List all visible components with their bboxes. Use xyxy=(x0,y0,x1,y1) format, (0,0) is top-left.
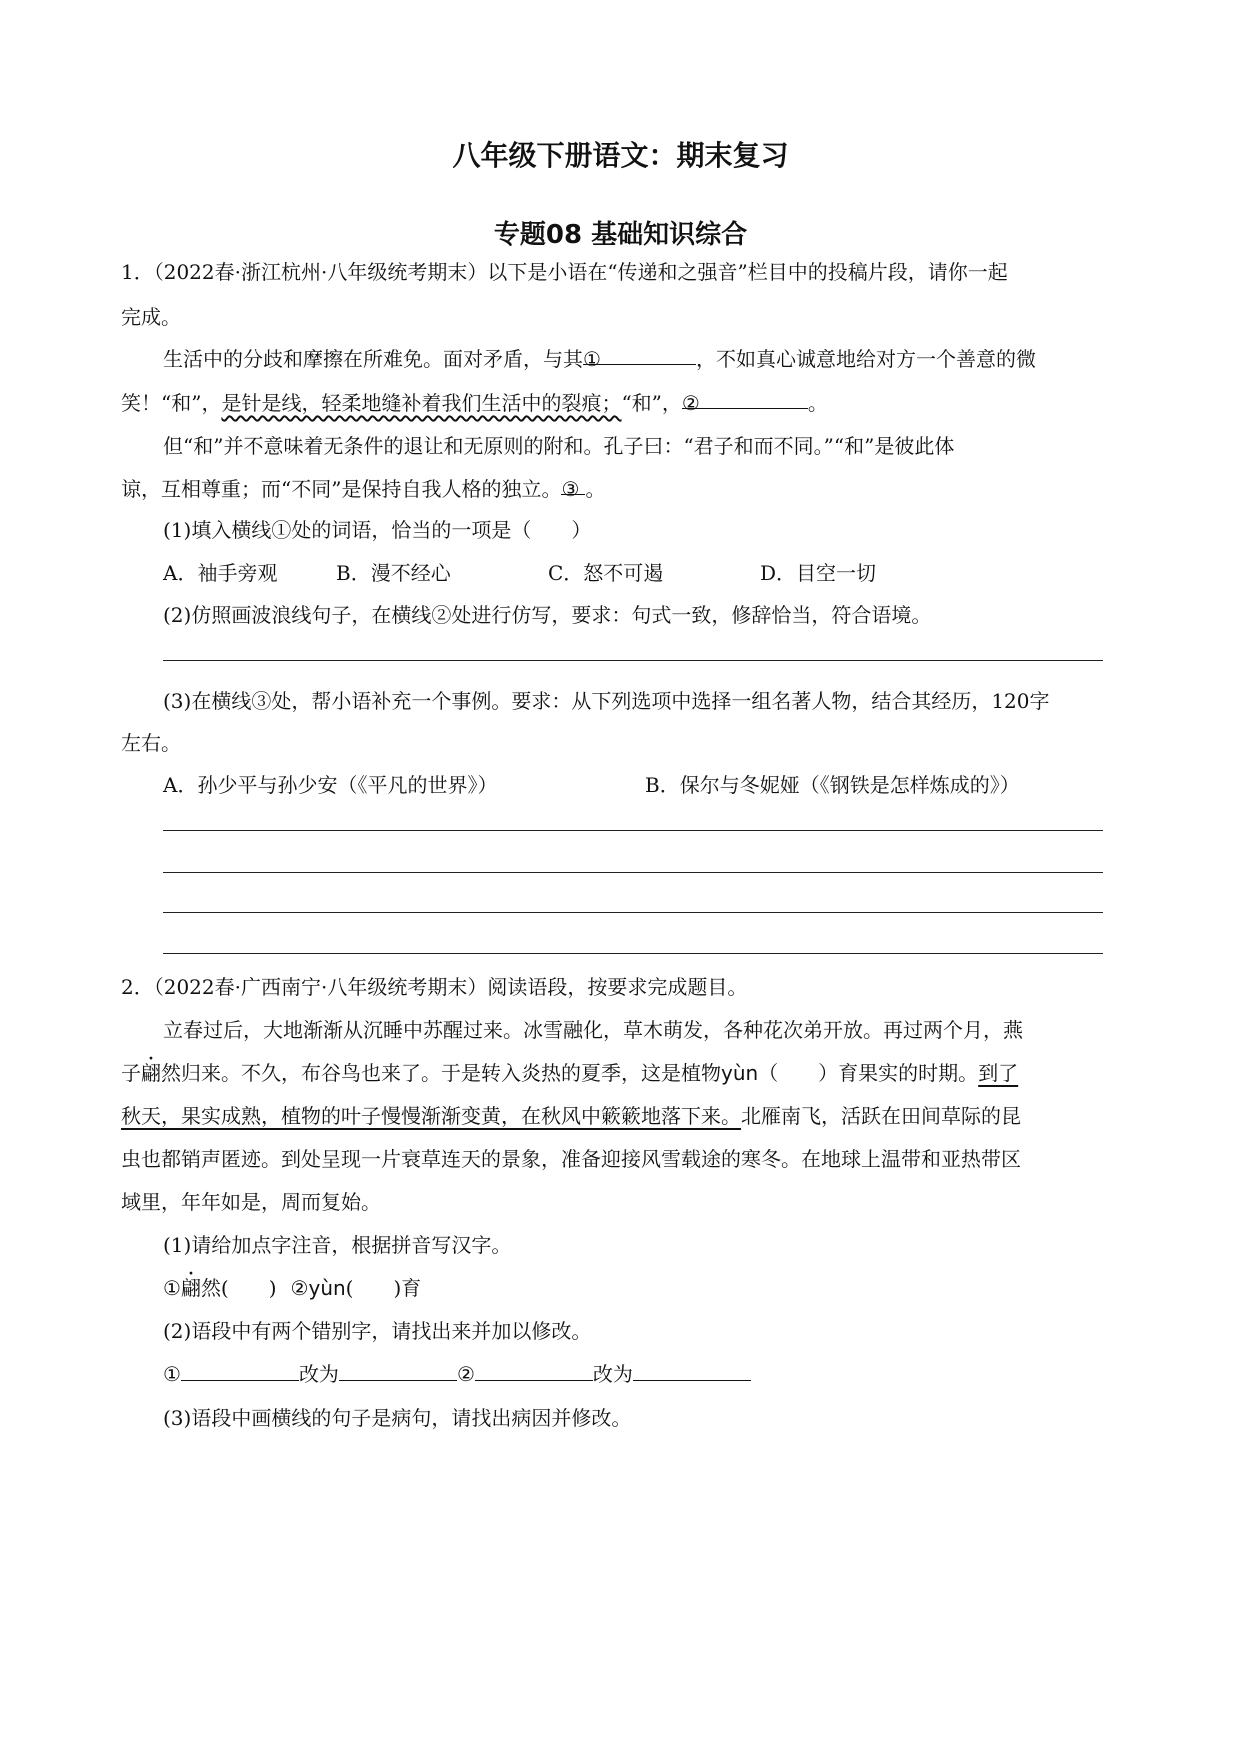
q2-sub3: (3)语段中画横线的句子是病句，请找出病因并修改。 xyxy=(163,1406,632,1430)
blank-1[interactable] xyxy=(583,344,696,371)
passage-text: “和”， xyxy=(621,391,682,415)
pinyin: yùn xyxy=(721,1061,759,1085)
q2-sub2: (2)语段中有两个错别字，请找出来并加以修改。 xyxy=(163,1319,592,1343)
blank-1-mark: ① xyxy=(583,347,601,371)
answer-paren[interactable]: 然( ) xyxy=(200,1276,277,1300)
dotted-character: 翩 xyxy=(180,1276,201,1300)
answer-line[interactable] xyxy=(163,953,1103,954)
answer-paren[interactable]: （ ） xyxy=(758,1061,839,1085)
page-title: 八年级下册语文：期末复习 xyxy=(452,139,789,172)
dotted-character: 翩 xyxy=(141,1061,161,1085)
answer-blank[interactable] xyxy=(181,1360,299,1381)
q2-passage-line4: 虫也都销声匿迹。到处呈现一片衰草连天的景象，准备迎接风雪载途的寒冬。在地球上温带和亚热带区 xyxy=(121,1147,1021,1171)
option-b[interactable]: B．保尔与冬妮娅（《钢铁是怎样炼成的》） xyxy=(645,773,1020,797)
answer-blank[interactable] xyxy=(633,1360,751,1381)
change-label: 改为 xyxy=(298,1362,339,1386)
q1-sub1: (1)填入横线①处的词语，恰当的一项是（ ） xyxy=(163,518,592,542)
blank-2-mark: ② xyxy=(681,391,700,415)
answer-line[interactable] xyxy=(163,830,1103,831)
item-mark: ① xyxy=(163,1362,181,1386)
q2-passage-line2 xyxy=(121,1058,1018,1088)
underlined-sentence: 到了 xyxy=(978,1061,1019,1085)
item-mark: ② xyxy=(290,1276,309,1300)
option-a[interactable]: A．袖手旁观 xyxy=(163,561,278,585)
page-subtitle: 专题08 基础知识综合 xyxy=(493,220,748,250)
passage-text: 北雁南飞，活跃在田间草际的昆 xyxy=(741,1104,1021,1128)
q2-intro: 2．（2022春·广西南宁·八年级统考期末）阅读语段，按要求完成题目。 xyxy=(121,975,748,999)
pinyin: yùn xyxy=(308,1276,346,1300)
passage-text: 。 xyxy=(807,391,828,415)
option-d[interactable]: D．目空一切 xyxy=(760,561,877,585)
blank-3[interactable] xyxy=(561,474,585,501)
q2-sub1-answers xyxy=(163,1273,421,1303)
q1-passage-line3: 但“和”并不意味着无条件的退让和无原则的附和。孔子曰：“君子和而不同。”“和”是彼此体 xyxy=(163,434,955,458)
answer-blank[interactable] xyxy=(475,1360,593,1381)
q2-sub2-answers xyxy=(163,1359,751,1389)
q1-intro-line2: 完成。 xyxy=(121,305,181,329)
q1-sub2: (2)仿照画波浪线句子，在横线②处进行仿写，要求：句式一致，修辞恰当，符合语境。 xyxy=(163,603,932,627)
q1-sub3-line2: 左右。 xyxy=(121,731,181,755)
passage-text: 谅，互相尊重；而“不同”是保持自我人格的独立。 xyxy=(121,477,562,501)
passage-text: 育果实的时期。 xyxy=(838,1061,979,1085)
answer-line[interactable] xyxy=(163,872,1103,873)
q2-passage-line5: 域里，年年如是，周而复始。 xyxy=(121,1190,381,1214)
item-mark: ② xyxy=(456,1362,475,1386)
option-a[interactable]: A．孙少平与孙少安（《平凡的世界》） xyxy=(163,773,498,797)
q1-passage-line2 xyxy=(121,388,828,418)
passage-text: ，不如真心诚意地给对方一个善意的微 xyxy=(696,347,1036,371)
q1-sub3-line1: (3)在横线③处，帮小语补充一个事例。要求：从下列选项中选择一组名著人物，结合其经历，120字 xyxy=(163,689,1050,713)
passage-text: 子 xyxy=(121,1061,141,1085)
option-b[interactable]: B．漫不经心 xyxy=(336,561,451,585)
answer-paren[interactable]: ( )育 xyxy=(345,1276,422,1300)
q2-passage-line1: 立春过后，大地渐渐从沉睡中苏醒过来。冰雪融化，草木萌发，各种花次弟开放。再过两个月，燕 xyxy=(163,1018,1023,1042)
answer-line[interactable] xyxy=(163,660,1103,661)
wavy-underlined-sentence: 是针是线，轻柔地缝补着我们生活中的裂痕； xyxy=(221,391,622,415)
passage-text: 生活中的分歧和摩擦在所难免。面对矛盾，与其 xyxy=(163,347,583,371)
option-c[interactable]: C．怒不可遏 xyxy=(548,561,664,585)
change-label: 改为 xyxy=(592,1362,633,1386)
passage-text: 笑！“和”， xyxy=(121,391,222,415)
q1-passage-line1 xyxy=(163,344,1036,374)
passage-text: 。 xyxy=(585,477,606,501)
q2-passage-line3 xyxy=(121,1101,1021,1131)
answer-line[interactable] xyxy=(163,912,1103,913)
q1-passage-line4 xyxy=(121,474,605,504)
item-mark: ① xyxy=(163,1276,181,1300)
q1-intro-line1: 1．（2022春·浙江杭州·八年级统考期末）以下是小语在“传递和之强音”栏目中的投稿片段，请你一起 xyxy=(121,260,1008,284)
passage-text: 然归来。不久，布谷鸟也来了。于是转入炎热的夏季，这是植物 xyxy=(161,1061,721,1085)
blank-2[interactable] xyxy=(681,388,808,415)
blank-3-mark: ③ xyxy=(561,477,580,501)
answer-blank[interactable] xyxy=(339,1360,457,1381)
q2-sub1: (1)请给加点字注音，根据拼音写汉字。 xyxy=(163,1233,512,1257)
underlined-sentence: 秋天，果实成熟，植物的叶子慢慢渐渐变黄，在秋风中簌簌地落下来。 xyxy=(121,1104,741,1128)
